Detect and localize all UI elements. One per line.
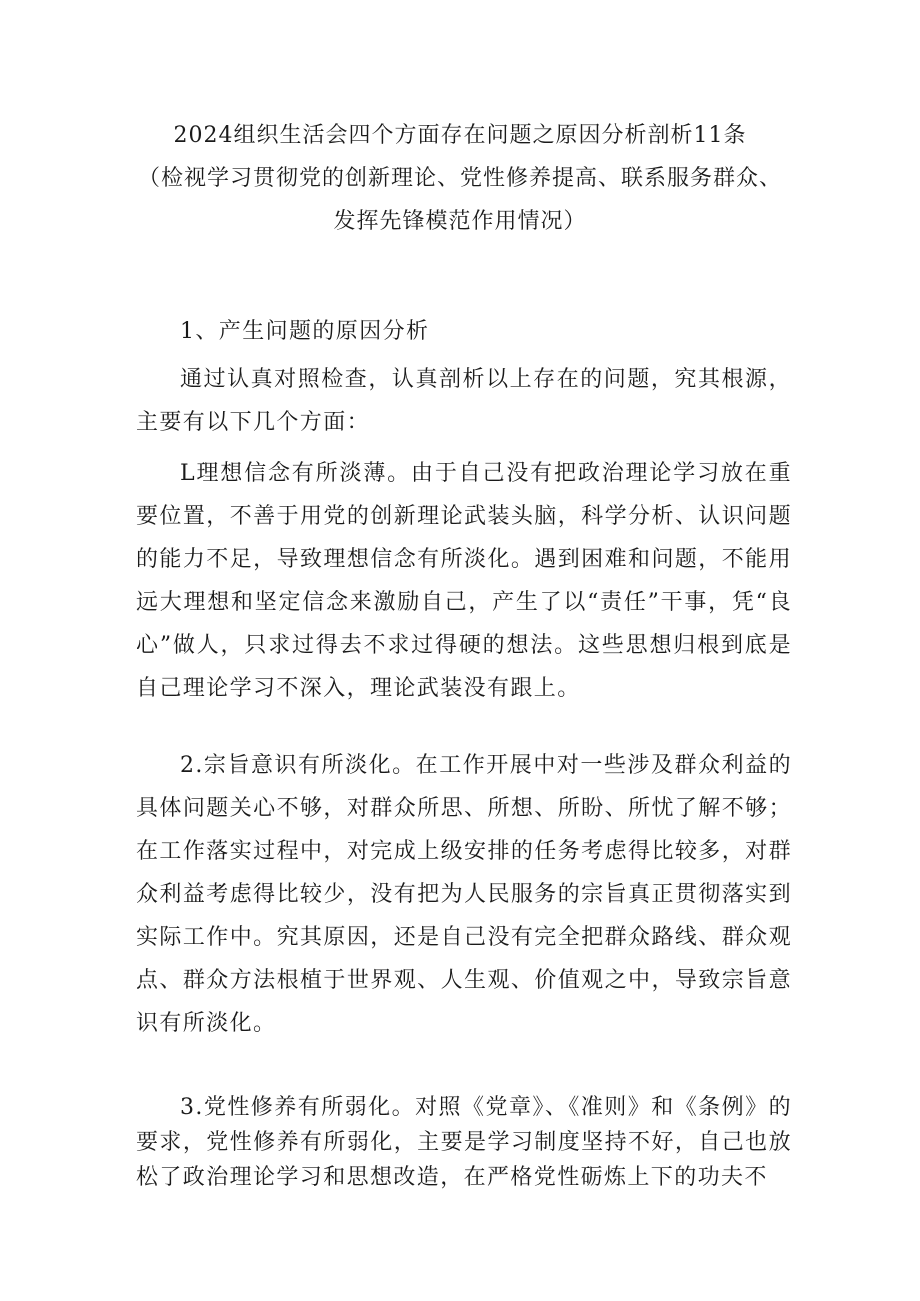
paragraph-party-spirit: 3.党性修养有所弱化。对照《党章》、《准则》和《条例》的要求，党性修养有所弱化，主要是学习制度坚持不好，自己也放松了政治理论学习和思想改造，在严格党性砺炼上下的功夫不 bbox=[136, 1095, 792, 1190]
paragraph-ideals-faith: L理想信念有所淡薄。由于自己没有把政治理论学习放在重要位置，不善于用党的创新理论武装头脑，科学分析、认识问题的能力不足，导致理想信念有所淡化。遇到困难和问题，不能用远大理想和坚定信念来激励自己，产生了以“责任”干事，凭“良心”做人，只求过得去不求过得硬的想法。这些思想归根到底是自己理论学习不深入，理论武装没有跟上。 bbox=[136, 461, 792, 701]
title-line-1: 2024组织生活会四个方面存在问题之原因分析剖析11条 bbox=[173, 123, 747, 148]
paragraph-purpose-awareness: 2.宗旨意识有所淡化。在工作开展中对一些涉及群众利益的具体问题关心不够，对群众所思、所想、所盼、所忧了解不够；在工作落实过程中，对完成上级安排的任务考虑得比较多，对群众利益考虑得比较少，没有把为人民服务的宗旨真正贯彻落实到实际工作中。究其原因，还是自己没有完全把群众路线、群众观点、群众方法根植于世界观、人生观、价值观之中，导致宗旨意识有所淡化。 bbox=[136, 753, 792, 1036]
paragraph-intro: 通过认真对照检查，认真剖析以上存在的问题，究其根源，主要有以下几个方面： bbox=[136, 367, 792, 435]
title-line-3: 发挥先锋模范作用情况） bbox=[333, 209, 587, 234]
section-heading: 1、产生问题的原因分析 bbox=[180, 319, 430, 344]
document-title bbox=[120, 114, 800, 243]
title-line-2: （检视学习贯彻党的创新理论、党性修养提高、联系服务群众、 bbox=[137, 166, 782, 191]
